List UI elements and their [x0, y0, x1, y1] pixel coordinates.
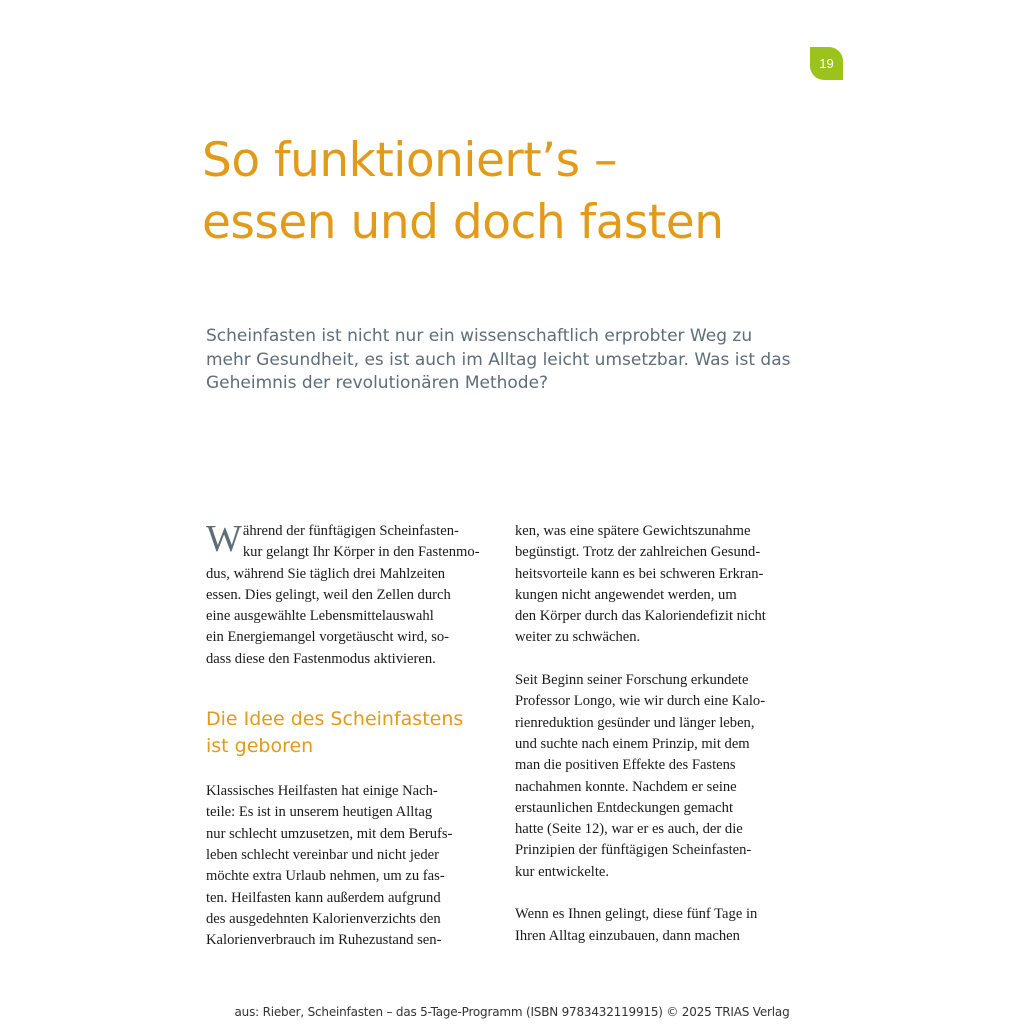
section-subheading [206, 706, 486, 760]
text-line: Seit Beginn seiner Forschung erkundete [515, 672, 749, 689]
text-line: des ausgedehnten Kalorienverzichts den [206, 910, 441, 927]
text-line: leben schlecht vereinbar und nicht jeder [206, 846, 439, 863]
text-line: ährend der fünftägigen Scheinfasten- [242, 523, 459, 539]
text-line: eine ausgewählte Lebensmittelauswahl [206, 608, 434, 625]
text-line: weiter zu schwächen. [515, 629, 641, 646]
text-line: kur entwickelte. [515, 863, 610, 880]
text-column-left [206, 518, 486, 951]
text-line: und suchte nach einem Prinzip, mit dem [515, 735, 750, 752]
drop-cap: W [206, 518, 242, 560]
body-paragraph [206, 781, 486, 951]
body-paragraph [515, 670, 795, 883]
text-line: Prinzipien der fünftägigen Scheinfasten- [515, 842, 752, 859]
body-paragraph [515, 904, 795, 947]
page-number-badge: 19 [810, 47, 843, 80]
lead-paragraph [206, 325, 806, 396]
text-line: man die positiven Effekte des Fastens [515, 757, 736, 774]
text-line: begünstigt. Trotz der zahlreichen Gesund- [515, 544, 761, 561]
subheading-line: Die Idee des Scheinfastens [206, 708, 464, 731]
text-line: möchte extra Urlaub nehmen, um zu fas- [206, 868, 445, 885]
text-line: ten. Heilfasten kann außerdem aufgrund [206, 889, 441, 906]
text-line: ein Energiemangel vorgetäuscht wird, so- [206, 629, 450, 646]
text-line: erstaunlichen Entdeckungen gemacht [515, 799, 734, 816]
lead-line: mehr Gesundheit, es ist auch im Alltag leicht umsetzbar. Was ist das [206, 349, 791, 370]
text-line: den Körper durch das Kaloriendefizit nicht [515, 608, 766, 625]
page-title [202, 130, 724, 254]
text-line: Kalorienverbrauch im Ruhezustand sen- [206, 932, 442, 949]
source-footer: aus: Rieber, Scheinfasten – das 5-Tage-Programm (ISBN 9783432119915) © 2025 TRIAS Verlag [234, 1005, 790, 1019]
text-line: dus, während Sie täglich drei Mahlzeiten [206, 565, 446, 582]
text-line: Klassisches Heilfasten hat einige Nach- [206, 783, 438, 800]
text-line: essen. Dies gelingt, weil den Zellen durch [206, 586, 451, 603]
text-line: heitsvorteile kann es bei schweren Erkran- [515, 565, 764, 582]
text-line: ken, was eine spätere Gewichtszunahme [515, 523, 751, 539]
lead-line: Geheimnis der revolutionären Methode? [206, 373, 549, 393]
text-line: rienreduktion gesünder und länger leben, [515, 714, 755, 731]
lead-line: Scheinfasten ist nicht nur ein wissenschaftlich erprobter Weg zu [206, 326, 753, 346]
text-line: Ihren Alltag einzubauen, dann machen [515, 927, 740, 944]
text-line: kur gelangt Ihr Körper in den Fastenmo- [242, 544, 480, 561]
text-line: Wenn es Ihnen gelingt, diese fünf Tage in [515, 906, 758, 923]
text-line: nur schlecht umzusetzen, mit dem Berufs- [206, 825, 453, 842]
text-line: kungen nicht angewendet werden, um [515, 586, 737, 603]
body-paragraph [515, 521, 795, 649]
text-line: nachahmen konnte. Nachdem er seine [515, 778, 737, 795]
page-title-line: essen und doch fasten [202, 195, 724, 250]
page-title-line: So funktioniert’s – [202, 133, 617, 188]
text-line: teile: Es ist in unserem heutigen Alltag [206, 804, 433, 821]
text-line: dass diese den Fastenmodus aktivieren. [206, 650, 436, 667]
text-line: hatte (Seite 12), war er es auch, der die [515, 821, 743, 838]
text-column-right [515, 521, 795, 947]
subheading-line: ist geboren [206, 735, 314, 758]
intro-paragraph [206, 518, 486, 670]
text-line: Professor Longo, wie wir durch eine Kalo- [515, 693, 766, 710]
